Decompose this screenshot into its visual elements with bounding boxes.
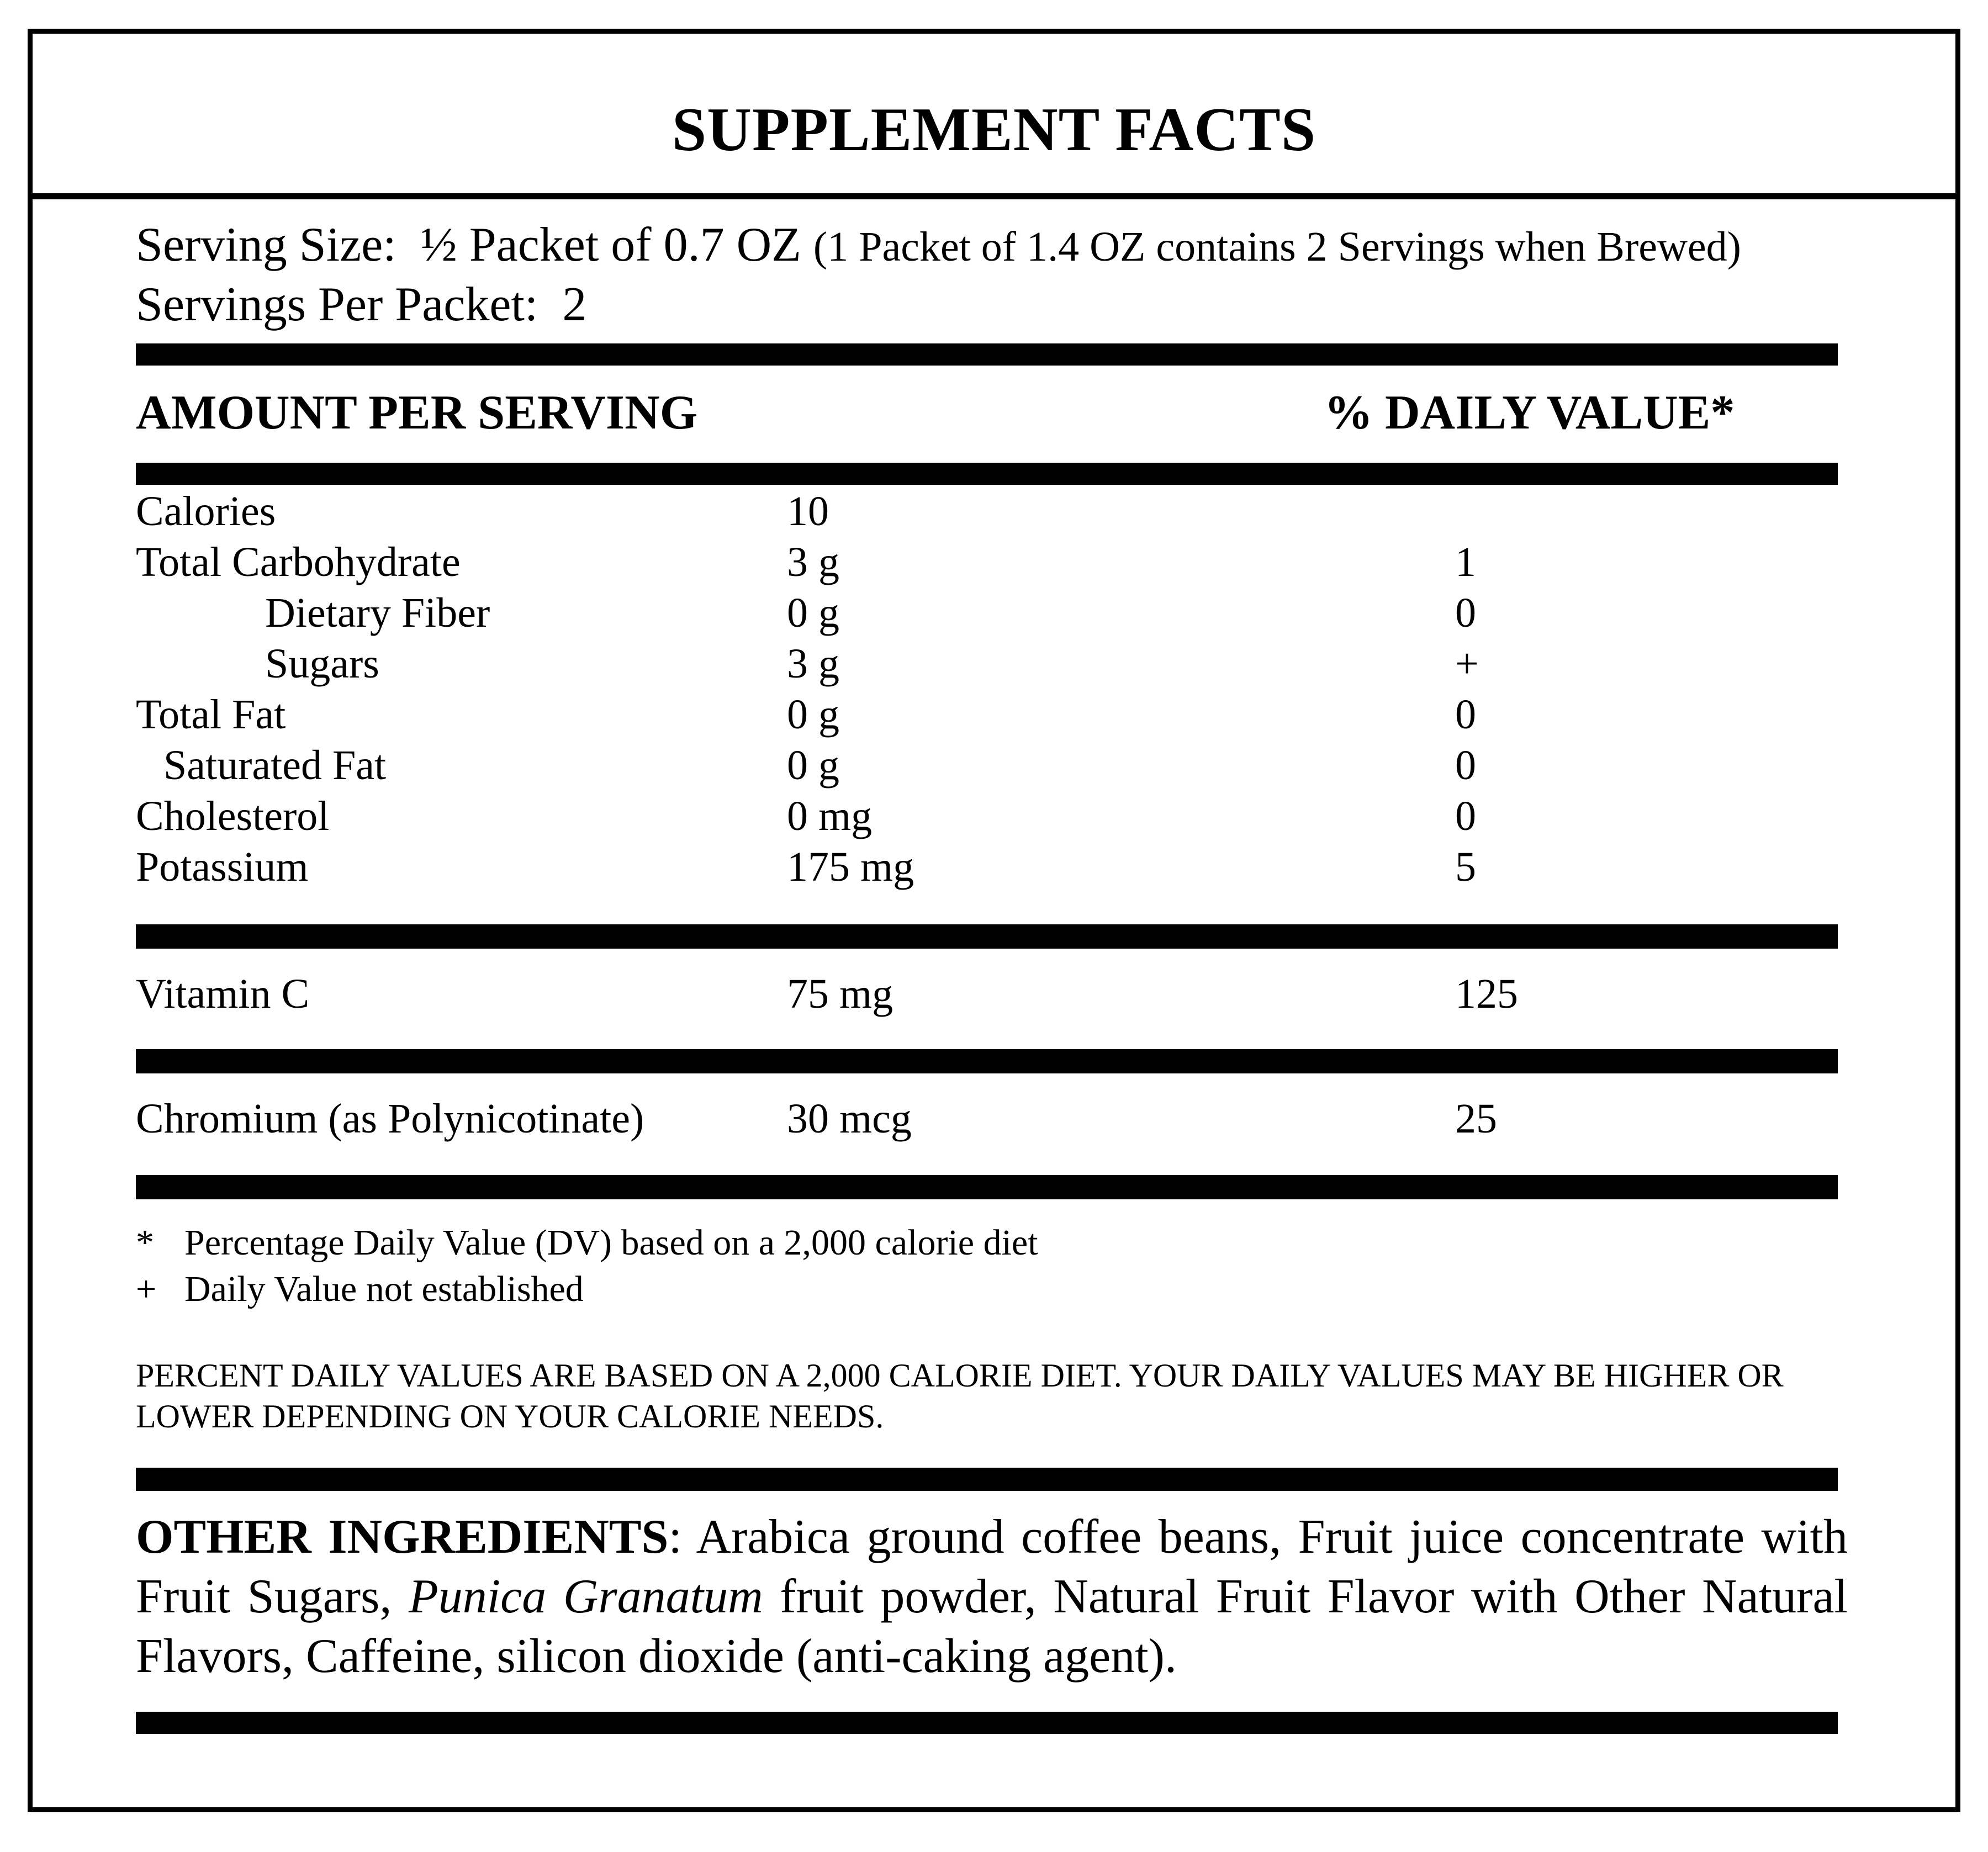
nutrient-amount: 175 mg [787,844,914,890]
nutrient-daily-value: 1 [1455,539,1476,585]
ingredients-text-after: fruit powder, Natural Fruit Flavor with Other Natural Flavors, Caffeine, silicon dioxide (anti-caking agent). [136,1570,1848,1683]
serving-size-note: (1 Packet of 1.4 OZ contains 2 Servings when Brewed) [813,224,1741,270]
table-row [28,490,1850,541]
nutrient-name: Vitamin C [136,971,310,1017]
nutrient-name: Sugars [265,641,379,687]
daily-value-header: % DAILY VALUE* [1324,386,1735,440]
nutrient-amount: 30 mcg [787,1096,912,1142]
table-row [28,744,1850,795]
nutrient-amount: 3 g [787,641,839,687]
other-ingredients [136,1507,1848,1686]
divider-bar [136,1175,1838,1199]
divider-bar [136,1468,1838,1491]
nutrient-daily-value: 0 [1455,691,1476,738]
nutrient-name: Calories [136,488,276,535]
nutrient-name: Dietary Fiber [265,590,490,636]
table-row [28,795,1850,846]
serving-size-label: Serving Size: [136,218,396,272]
divider-bar [136,1712,1838,1734]
panel-title: SUPPLEMENT FACTS [672,96,1316,164]
amount-per-serving-header: AMOUNT PER SERVING [136,386,698,440]
nutrient-amount: 0 g [787,691,839,738]
daily-value-disclaimer: PERCENT DAILY VALUES ARE BASED ON A 2,000 CALORIE DIET. YOUR DAILY VALUES MAY BE HIGHER OR LOWER DEPENDING ON YOUR CALORIE NEEDS. [136,1357,1784,1435]
nutrient-daily-value: 5 [1455,844,1476,890]
serving-size-line [136,218,1741,272]
nutrient-name: Total Carbohydrate [136,539,461,585]
ingredients-text-before: : Arabica ground coffee beans, Fruit juice concentrate with Fruit Sugars, [136,1510,1848,1623]
footnote-symbol: + [136,1269,157,1309]
ingredients-italic-name: Punica Granatum [408,1570,763,1623]
title-section [33,34,1955,199]
nutrient-amount: 0 g [787,590,839,636]
nutrient-daily-value: + [1455,641,1479,687]
table-row [28,541,1850,592]
chromium-row [28,1098,1850,1149]
ingredients-label: OTHER INGREDIENTS [136,1510,669,1564]
nutrient-amount: 75 mg [787,971,893,1017]
nutrient-daily-value: 25 [1455,1096,1497,1142]
nutrient-daily-value: 0 [1455,742,1476,789]
nutrient-name: Saturated Fat [163,742,387,789]
footnote-symbol: * [136,1223,154,1263]
table-row [28,592,1850,643]
footnote-text: Daily Value not established [184,1269,584,1309]
nutrient-name: Potassium [136,844,309,890]
divider-bar [136,343,1838,366]
servings-per-packet-value: 2 [562,278,587,331]
nutrient-amount: 10 [787,488,829,535]
nutrient-daily-value: 0 [1455,793,1476,839]
nutrient-amount: 0 g [787,742,839,789]
nutrient-name: Chromium (as Polynicotinate) [136,1096,644,1142]
serving-size-value: ½ Packet of 0.7 OZ [420,218,801,272]
table-row [28,691,1850,744]
footnote-text: Percentage Daily Value (DV) based on a 2,000 calorie diet [184,1223,1038,1263]
divider-bar [136,1049,1838,1073]
nutrient-amount: 0 mg [787,793,873,839]
divider-bar [136,463,1838,485]
nutrient-name: Total Fat [136,691,286,738]
nutrient-table [28,490,1850,899]
divider-bar [136,924,1838,949]
table-row [28,846,1850,897]
vitamin-c-row [28,973,1850,1024]
nutrient-daily-value: 125 [1455,971,1518,1017]
servings-per-packet-line [136,278,587,331]
servings-per-packet-label: Servings Per Packet: [136,278,538,331]
footnote [136,1271,584,1308]
footnote [136,1225,1038,1261]
table-row [28,643,1850,694]
nutrient-name: Cholesterol [136,793,330,839]
nutrient-amount: 3 g [787,539,839,585]
nutrient-daily-value: 0 [1455,590,1476,636]
